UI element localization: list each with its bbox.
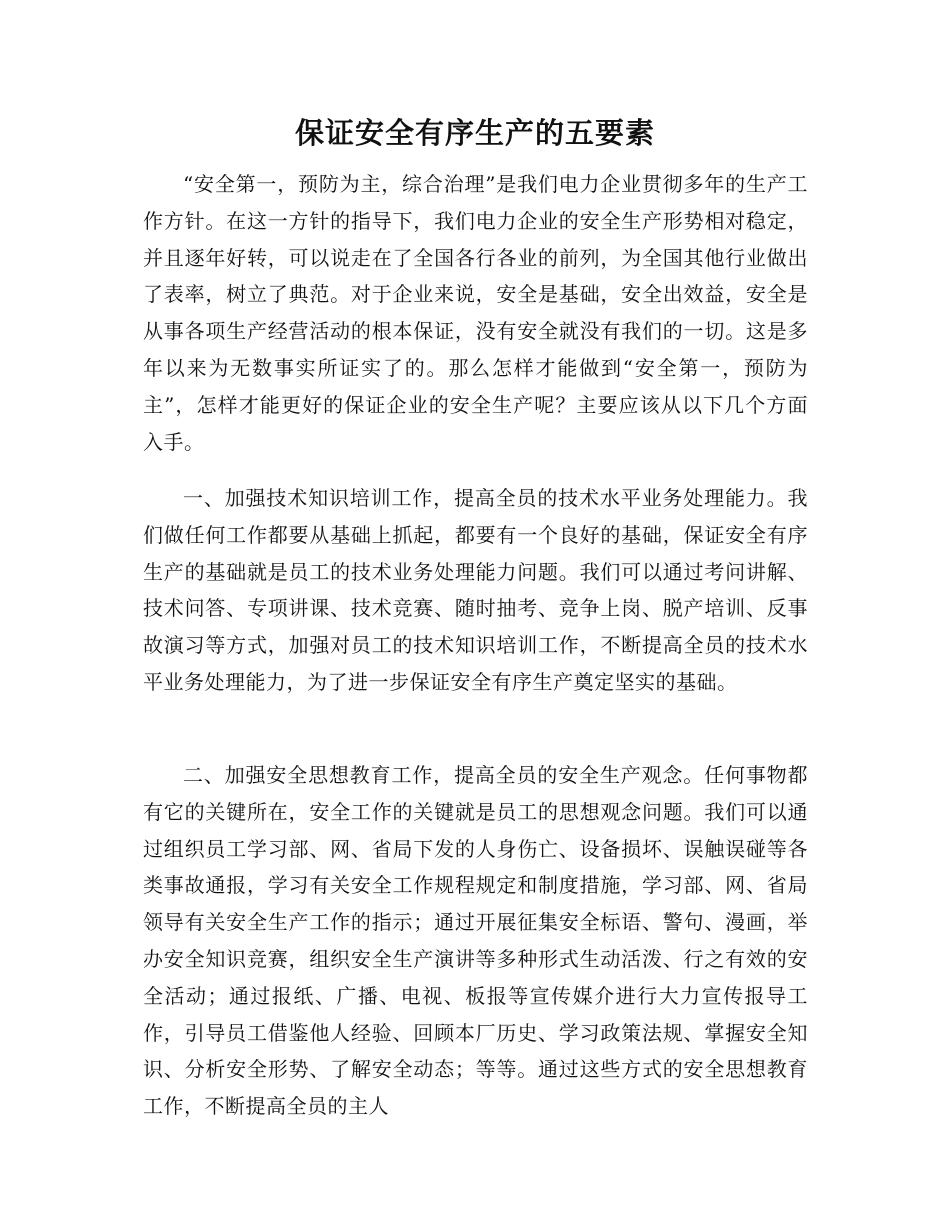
paragraph-text: “安全第一，预防为主，综合治理”是我们电力企业贯彻多年的生产工作方针。在这一方针的指导下，我们电力企业的安全生产形势相对稳定，并且逐年好转，可以说走在了全国各行各业的前列，为全国其他行业做出了表率，树立了典范。对于企业来说，安全是基础，安全出效益，安全是从事各项生产经营活动的根本保证，没有安全就没有我们的一切。这是多年以来为无数事实所证实了的。那么怎样才能做到“安全第一，预防为主”，怎样才能更好的保证企业的安全生产呢？主要应该从以下几个方面入手。: [143, 172, 808, 454]
paragraph-section-2: [143, 757, 808, 1125]
paragraph-text: 二、加强安全思想教育工作，提高全员的安全生产观念。任何事物都有它的关键所在，安全工作的关键就是员工的思想观念问题。我们可以通过组织员工学习部、网、省局下发的人身伤亡、设备损坏、误触误碰等各类事故通报，学习有关安全工作规程规定和制度措施，学习部、网、省局领导有关安全生产工作的指示；通过开展征集安全标语、警句、漫画，举办安全知识竞赛，组织安全生产演讲等多种形式生动活泼、行之有效的安全活动；通过报纸、广播、电视、板报等宣传媒介进行大力宣传报导工作，引导员工借鉴他人经验、回顾本厂历史、学习政策法规、掌握安全知识、分析安全形势、了解安全动态；等等。通过这些方式的安全思想教育工作，不断提高全员的主人: [143, 763, 808, 1119]
document-title: 保证安全有序生产的五要素: [294, 116, 655, 150]
paragraph-text: 一、加强技术知识培训工作，提高全员的技术水平业务处理能力。我们做任何工作都要从基础上抓起，都要有一个良好的基础，保证安全有序生产的基础就是员工的技术业务处理能力问题。我们可以通过考问讲解、技术问答、专项讲课、技术竞赛、随时抽考、竞争上岗、脱产培训、反事故演习等方式，加强对员工的技术知识培训工作，不断提高全员的技术水平业务处理能力，为了进一步保证安全有序生产奠定坚实的基础。: [143, 486, 808, 694]
paragraph-section-1: [143, 480, 808, 701]
paragraph-intro: [143, 166, 808, 460]
